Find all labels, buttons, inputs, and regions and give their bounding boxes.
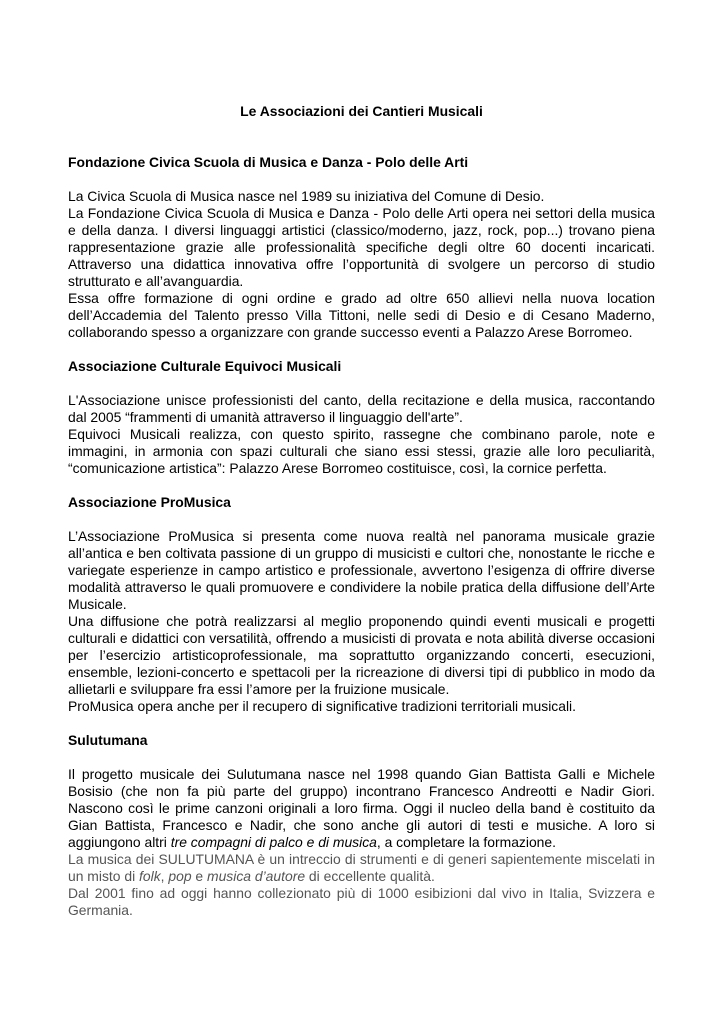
text-run: , [160, 868, 169, 884]
paragraph: Dal 2001 fino ad oggi hanno collezionato più di 1000 esibizioni dal vivo in Italia, Svizzera e Germania. [68, 885, 655, 918]
paragraph [68, 766, 655, 851]
text-run: , a completare la formazione. [376, 834, 556, 850]
paragraph: Essa offre formazione di ogni ordine e grado ad oltre 650 allievi nella nuova location dell’Accademia del Talento presso Villa Tittoni, nelle sedi di Desio e di Cesano Maderno, collaborando spesso a organizzare con grande successo eventi a Palazzo Arese Borromeo. [68, 290, 655, 340]
italic-text: musica d’autore [207, 868, 306, 884]
section-heading: Associazione Culturale Equivoci Musicali [68, 358, 342, 374]
paragraph: Una diffusione che potrà realizzarsi al meglio proponendo quindi eventi musicali e progetti culturali e didattici con versatilità, offrendo a musicisti di provata e nota abilità diverse occasioni per l’esercizio artisticoprofessionale, ma soprattutto organizzando concerti, esecuzioni, ensemble, lezioni-concerto e spettacoli per la ricreazione di diversi tipi di pubblico in modo da allietarli e sviluppare fra essi l’amore per la fruizione musicale. [68, 613, 655, 697]
paragraph: Equivoci Musicali realizza, con questo spirito, rassegne che combinano parole, note e immagini, in armonia con spazi culturali che siano essi stessi, grazie alle loro peculiarità, “comunicazione artistica”: Palazzo Arese Borromeo costituisce, così, la cornice perfetta. [68, 426, 655, 476]
text-run: di eccellente qualità. [305, 868, 435, 884]
text-run: Il progetto musicale dei Sulutumana nasce nel 1998 quando Gian Battista Galli e Michele Bosisio (che non fa più parte del gruppo) incontrano Francesco Andreotti e Nadir Giori. Nascono così le prime canzoni originali a loro firma. Oggi il nucleo della band è costituito da Gian Battista, Francesco e Nadir, che sono anche gli autori di testi e musiche. A loro si aggiungono altri [68, 766, 655, 850]
paragraph: ProMusica opera anche per il recupero di significative tradizioni territoriali musicali. [68, 698, 576, 714]
section-heading: Fondazione Civica Scuola di Musica e Danza - Polo delle Arti [68, 154, 469, 170]
section-equivoci-musicali [68, 358, 655, 477]
paragraph: La Civica Scuola di Musica nasce nel 1989 su iniziativa del Comune di Desio. [68, 188, 545, 204]
italic-text: tre compagni di palco e di musica [170, 834, 377, 850]
document-page [68, 103, 655, 936]
section-heading: Sulutumana [68, 732, 148, 748]
text-run: La musica dei SULUTUMANA è un intreccio di strumenti e di generi sapientemente miscelati in un misto di [68, 851, 655, 884]
section-promusica [68, 494, 655, 715]
paragraph: L’Associazione ProMusica si presenta come nuova realtà nel panorama musicale grazie all’antica e ben coltivata passione di un gruppo di musicisti e cultori che, nonostante le ricche e variegate esperienze in campo artistico e professionale, avvertono l’esigenza di offrire diverse modalità attraverso le quali promuovere e condividere la nobile pratica della diffusione dell’Arte Musicale. [68, 528, 655, 612]
italic-text: folk [139, 868, 161, 884]
italic-text: pop [168, 868, 192, 884]
paragraph: L'Associazione unisce professionisti del canto, della recitazione e della musica, raccontando dal 2005 “frammenti di umanità attraverso il linguaggio dell'arte”. [68, 392, 655, 425]
section-heading: Associazione ProMusica [68, 494, 231, 510]
section-sulutumana [68, 732, 655, 919]
paragraph [68, 851, 655, 885]
paragraph: La Fondazione Civica Scuola di Musica e Danza - Polo delle Arti opera nei settori della musica e della danza. I diversi linguaggi artistici (classico/moderno, jazz, rock, pop...) trovano piena rappresentazione grazie alle professionalità specifiche degli oltre 60 docenti incaricati. Attraverso una didattica innovativa offre l’opportunità di svolgere un percorso di studio strutturato e all’avanguardia. [68, 205, 655, 289]
section-fondazione [68, 154, 655, 341]
page-title: Le Associazioni dei Cantieri Musicali [240, 103, 483, 119]
text-run: e [191, 868, 208, 884]
